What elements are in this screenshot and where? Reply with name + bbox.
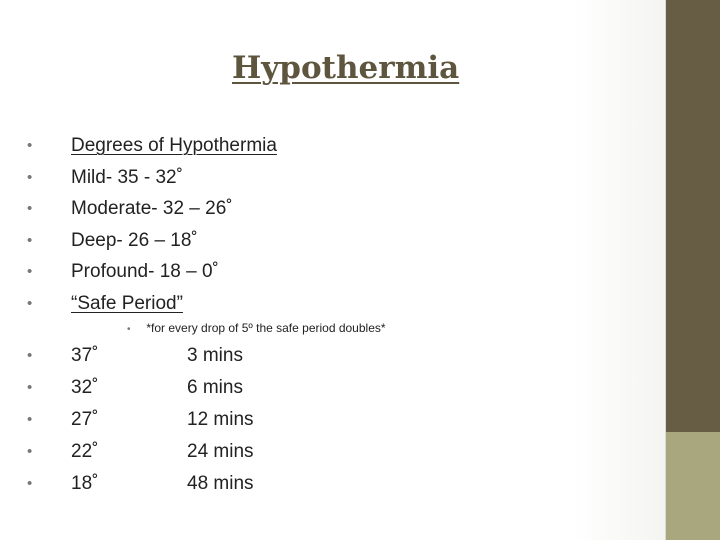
right-decorative-accent <box>666 432 720 540</box>
temperature-value: 32˚ <box>71 377 99 398</box>
degrees-heading: Degrees of Hypothermia <box>71 135 277 156</box>
temperature-value: 27˚ <box>71 409 99 430</box>
bullet-marker: • <box>27 168 33 186</box>
note-bullet-marker: • <box>127 324 131 335</box>
deep-range: Deep- 26 – 18˚ <box>71 229 198 251</box>
temperature-value: 22˚ <box>71 441 99 462</box>
safe-period-time: 24 mins <box>187 441 254 462</box>
bullet-marker: • <box>27 137 33 154</box>
safe-period-time: 12 mins <box>187 409 254 430</box>
slide-title: Hypothermia <box>232 50 460 86</box>
bullet-marker: • <box>27 411 33 428</box>
bullet-marker: • <box>27 443 33 460</box>
profound-range: Profound- 18 – 0˚ <box>71 261 219 282</box>
temperature-value: 18˚ <box>71 473 99 494</box>
bullet-marker: • <box>27 200 33 217</box>
safe-period-time: 3 mins <box>187 345 243 366</box>
bullet-marker: • <box>27 294 33 312</box>
safe-period-note <box>127 320 386 338</box>
bullet-marker: • <box>27 263 33 280</box>
bullet-marker: • <box>27 379 33 396</box>
mild-range: Mild- 35 - 32˚ <box>71 166 183 188</box>
safe-period-heading: “Safe Period” <box>71 292 183 314</box>
bullet-marker: • <box>27 347 33 364</box>
bullet-marker: • <box>27 231 33 249</box>
moderate-range: Moderate- 32 – 26˚ <box>71 198 233 219</box>
safe-period-note-text: *for every drop of 5º the safe period doubles* <box>146 321 386 335</box>
temperature-value: 37˚ <box>71 345 99 366</box>
safe-period-time: 48 mins <box>187 473 254 494</box>
bullet-marker: • <box>27 475 33 492</box>
safe-period-time: 6 mins <box>187 377 243 398</box>
